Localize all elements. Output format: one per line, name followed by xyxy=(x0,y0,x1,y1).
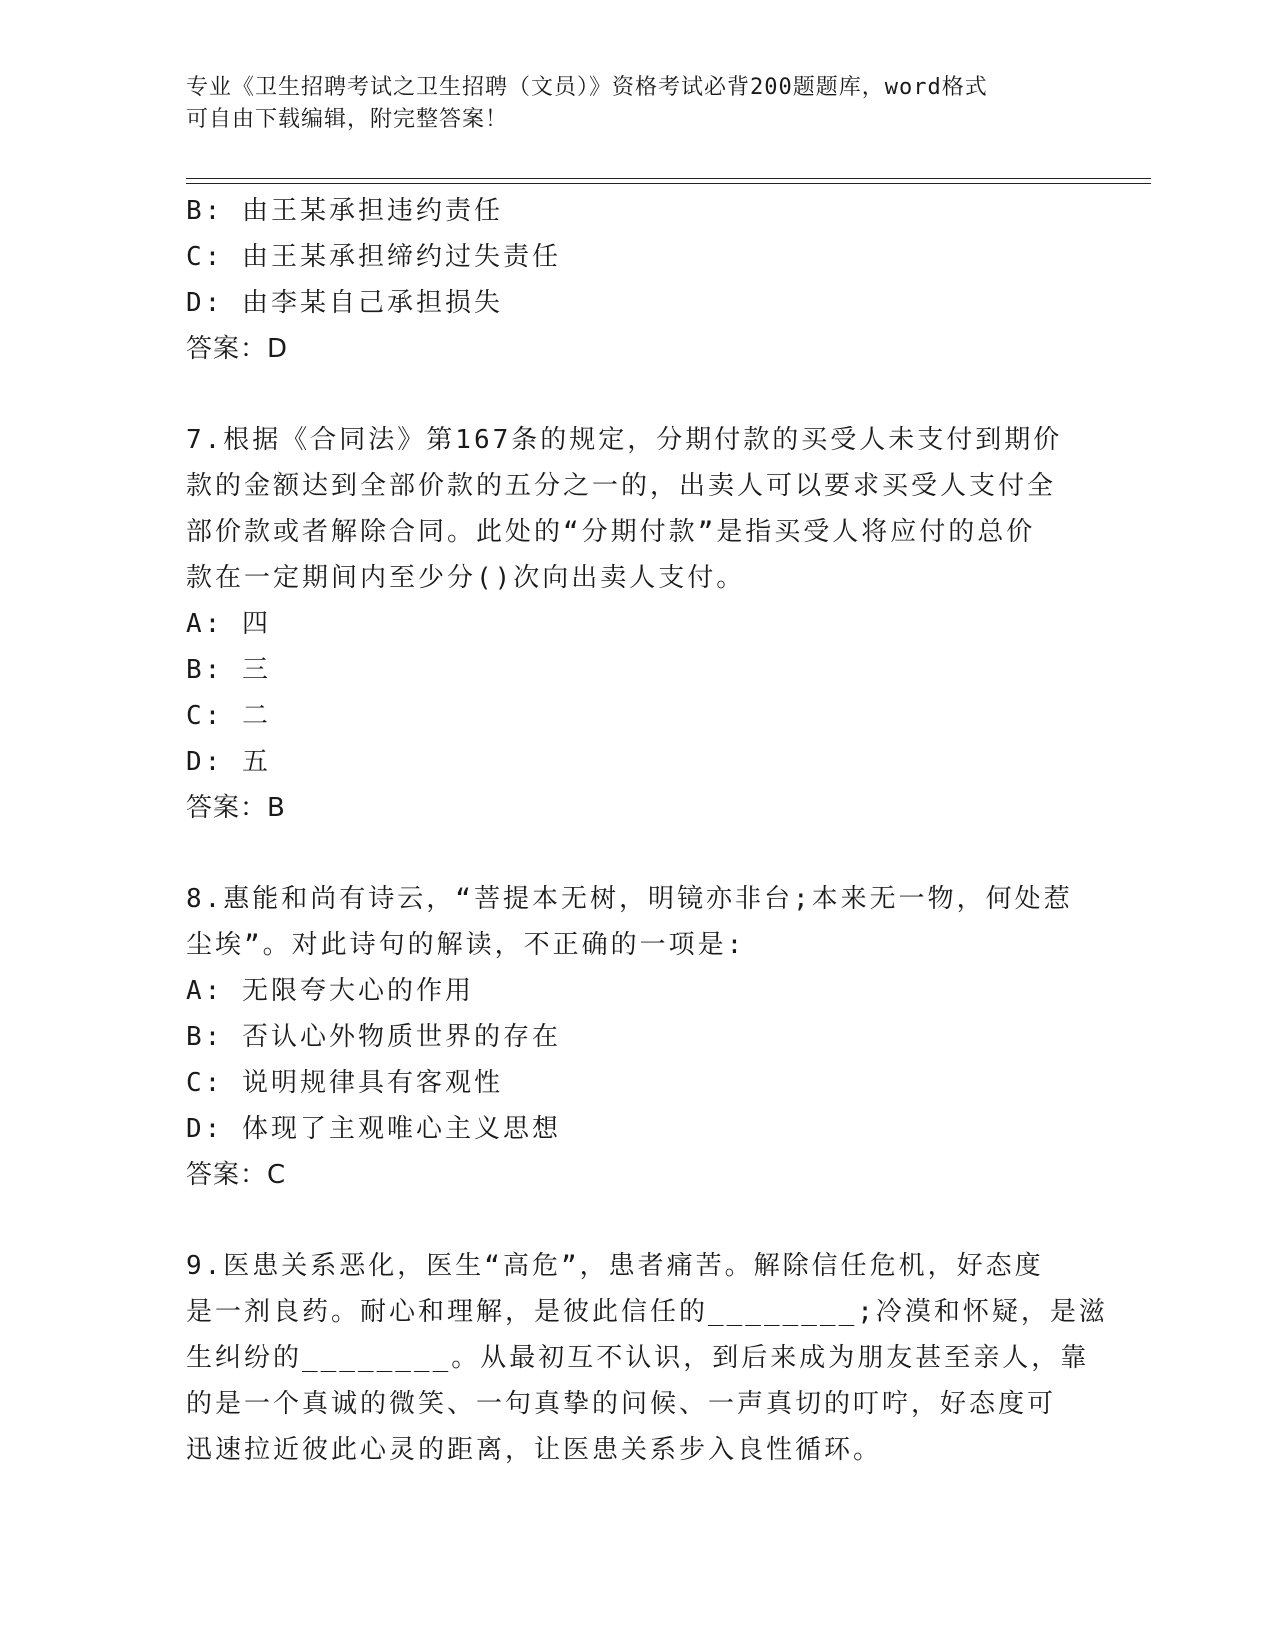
question-text-line: 9.医患关系恶化，医生“高危”，患者痛苦。解除信任危机，好态度 xyxy=(186,1251,1044,1281)
question-content xyxy=(186,188,1108,1473)
option-c: C: 二 xyxy=(186,701,271,731)
question-text-line: 生纠纷的________。从最初互不认识，到后来成为朋友甚至亲人，靠 xyxy=(186,1343,1090,1373)
option-c: C: 由王某承担缔约过失责任 xyxy=(186,242,561,272)
question-text-line: 尘埃”。对此诗句的解读，不正确的一项是: xyxy=(186,930,746,960)
header-rule-top xyxy=(186,178,1151,179)
question-text-line: 7.根据《合同法》第167条的规定，分期付款的买受人未支付到期价 xyxy=(186,425,1063,455)
option-c: C: 说明规律具有客观性 xyxy=(186,1068,503,1098)
option-b: B: 由王某承担违约责任 xyxy=(186,196,503,226)
header-line-1: 专业《卫生招聘考试之卫生招聘（文员）》资格考试必背200题题库，word格式 xyxy=(186,75,988,100)
answer: 答案：D xyxy=(186,334,289,364)
page-header xyxy=(186,72,1066,136)
header-line-2: 可自由下载编辑，附完整答案！ xyxy=(186,107,509,132)
answer: 答案：B xyxy=(186,793,286,823)
spacer xyxy=(186,1198,1086,1243)
question-text-line: 是一剂良药。耐心和理解，是彼此信任的________;冷漠和怀疑，是滋 xyxy=(186,1297,1108,1327)
question-7 xyxy=(186,417,1086,831)
question-8 xyxy=(186,876,1086,1198)
question-text-line: 8.惠能和尚有诗云，“菩提本无树，明镜亦非台;本来无一物，何处惹 xyxy=(186,884,1073,914)
question-text-line: 的是一个真诚的微笑、一句真挚的问候、一声真切的叮咛，好态度可 xyxy=(186,1389,1057,1419)
option-a: A: 无限夸大心的作用 xyxy=(186,976,474,1006)
option-b: B: 否认心外物质世界的存在 xyxy=(186,1022,561,1052)
answer: 答案：C xyxy=(186,1160,287,1190)
option-d: D: 由李某自己承担损失 xyxy=(186,288,503,318)
option-d: D: 五 xyxy=(186,747,271,777)
option-d: D: 体现了主观唯心主义思想 xyxy=(186,1114,561,1144)
question-6-tail xyxy=(186,188,1086,372)
header-rule-bottom xyxy=(186,183,1151,184)
question-text-line: 款在一定期间内至少分()次向出卖人支付。 xyxy=(186,563,746,593)
spacer xyxy=(186,831,1086,876)
question-text-line: 迅速拉近彼此心灵的距离，让医患关系步入良性循环。 xyxy=(186,1435,883,1465)
option-a: A: 四 xyxy=(186,609,271,639)
option-b: B: 三 xyxy=(186,655,271,685)
spacer xyxy=(186,372,1086,417)
question-text-line: 部价款或者解除合同。此处的“分期付款”是指买受人将应付的总价 xyxy=(186,517,1036,547)
question-9 xyxy=(186,1243,1108,1473)
question-text-line: 款的金额达到全部价款的五分之一的，出卖人可以要求买受人支付全 xyxy=(186,471,1057,501)
